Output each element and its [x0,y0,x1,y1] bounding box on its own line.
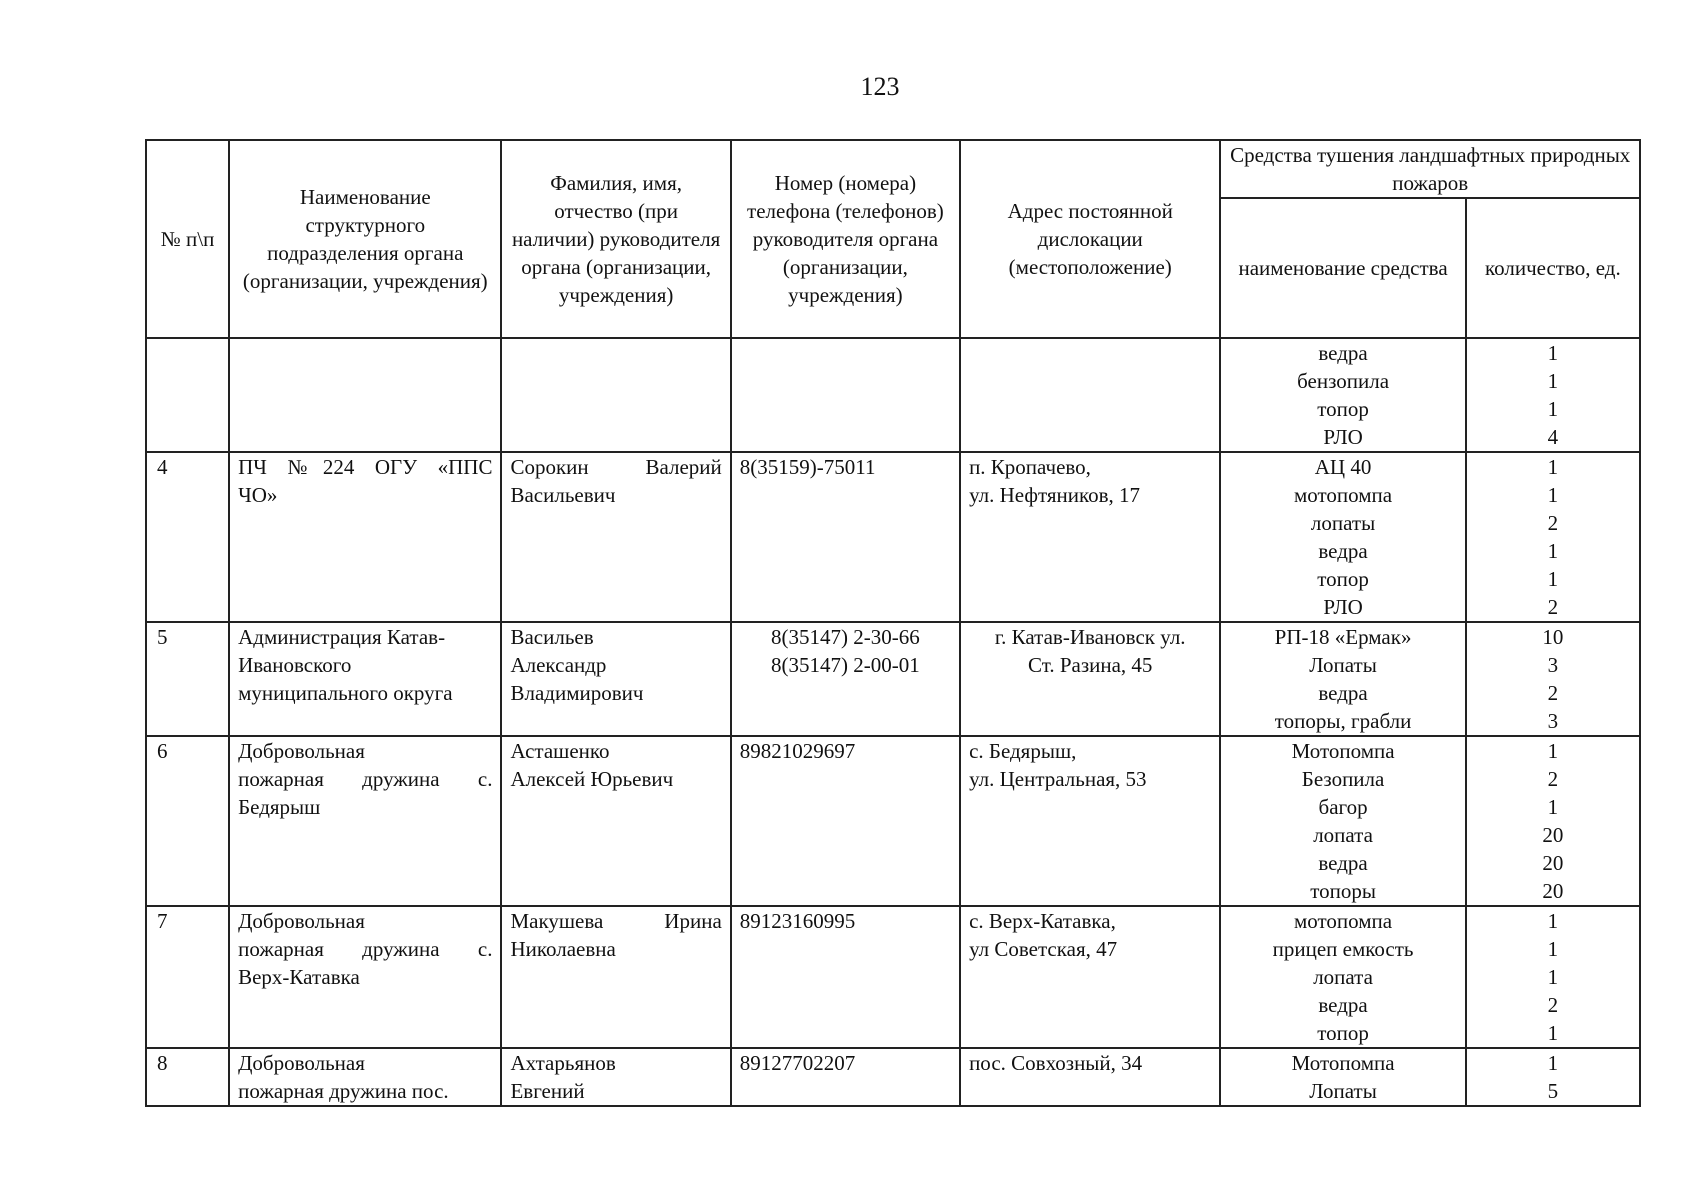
cell-means-line: Мотопомпа [1291,739,1395,763]
table-row [146,1048,1640,1106]
cell-num [146,338,229,452]
cell-fio-line: Алексей Юрьевич [510,767,674,791]
cell-means-line: ведра [1318,681,1368,705]
cell-address-line: п. Кропачево, [969,455,1091,479]
cell-qty-line: 1 [1547,341,1559,365]
cell-qty-line: 1 [1547,909,1559,933]
cell-qty [1466,1048,1640,1106]
cell-fio-line: Асташенко [510,739,610,763]
cell-means-line: бензопила [1297,369,1390,393]
cell-address-line: Ст. Разина, 45 [1028,653,1153,677]
cell-qty-line: 1 [1547,739,1559,763]
page-number: 123 [860,72,900,101]
cell-address-line: ул. Центральная, 53 [969,767,1147,791]
cell-address [960,452,1220,622]
cell-org [229,622,501,736]
cell-phone-line: 89821029697 [739,739,856,763]
cell-fio-line: Васильев [510,625,594,649]
cell-means-line: Безопила [1301,767,1385,791]
cell-qty [1466,906,1640,1048]
cell-means-line: мотопомпа [1294,483,1393,507]
cell-address [960,338,1220,452]
cell-means-line: мотопомпа [1294,909,1393,933]
cell-org [229,338,501,452]
cell-address-line: с. Верх-Катавка, [969,909,1116,933]
cell-means-line: лопаты [1310,511,1376,535]
cell-num [146,736,229,906]
cell-means [1220,736,1465,906]
cell-means-line: АЦ 40 [1314,455,1372,479]
header-org: Наименование структурного подразделения органа (организации, учреждения) [229,140,501,338]
cell-org-line: пожарная дружина пос. [238,1079,449,1103]
cell-means-line: Лопаты [1309,653,1377,677]
cell-org [229,1048,501,1106]
table-row [146,622,1640,736]
cell-fio-line: Сорокин Валерий [510,455,722,479]
cell-phone [731,906,960,1048]
cell-fio [501,736,730,906]
cell-means-line: РП-18 «Ермак» [1274,625,1412,649]
cell-qty-line: 10 [1542,625,1564,649]
cell-org [229,906,501,1048]
header-means-qty: количество, ед. [1466,198,1640,338]
header-num: № п\п [146,140,229,338]
header-means-name: наименование средства [1220,198,1465,338]
cell-address-line: г. Катав-Ивановск ул. [994,625,1186,649]
cell-org-line: Добровольная [238,1051,365,1075]
cell-phone-line: 8(35147) 2-30-66 [771,625,920,649]
cell-fio-line: Владимирович [510,681,644,705]
cell-qty-line: 5 [1547,1079,1559,1103]
cell-means-line: ведра [1318,993,1368,1017]
cell-means-line: РЛО [1323,595,1363,619]
cell-address [960,906,1220,1048]
cell-means-line: багор [1318,795,1368,819]
cell-address-line: с. Бедярыш, [969,739,1077,763]
cell-address [960,1048,1220,1106]
cell-fio [501,452,730,622]
header-phone: Номер (номера) телефона (телефонов) руководителя органа (организации, учреждения) [731,140,960,338]
cell-qty-line: 3 [1547,709,1559,733]
cell-qty-line: 4 [1547,425,1559,449]
cell-qty-line: 3 [1547,653,1559,677]
cell-means-line: Мотопомпа [1291,1051,1395,1075]
cell-num-line: 8 [157,1051,168,1075]
cell-qty [1466,338,1640,452]
cell-fio [501,622,730,736]
table-row [146,736,1640,906]
cell-org [229,452,501,622]
cell-fio-line: Васильевич [510,483,616,507]
cell-address-line: ул Советская, 47 [969,937,1118,961]
cell-means-line: лопата [1313,965,1373,989]
cell-means-line: РЛО [1323,425,1363,449]
table-row [146,338,1640,452]
cell-address [960,622,1220,736]
table-row [146,452,1640,622]
cell-qty [1466,622,1640,736]
cell-means-line: ведра [1318,851,1368,875]
cell-qty-line: 1 [1547,539,1559,563]
cell-phone-line: 89123160995 [739,909,856,933]
cell-means-line: топоры, грабли [1274,709,1412,733]
cell-means [1220,906,1465,1048]
cell-fio [501,906,730,1048]
fire-resources-table [145,139,1641,1107]
cell-means-line: прицеп емкость [1272,937,1414,961]
cell-num [146,1048,229,1106]
cell-qty-line: 20 [1542,823,1564,847]
cell-num-line: 5 [157,625,168,649]
cell-org-line: Добровольная [238,739,365,763]
cell-org-line: ПЧ №224 ОГУ «ППС [238,455,493,479]
cell-org-line: Добровольная [238,909,365,933]
cell-means-line: топор [1317,1021,1369,1045]
cell-means-line: топоры [1310,879,1376,903]
header-means-group: Средства тушения ландшафтных природных пожаров [1220,140,1640,198]
cell-means-line: топор [1317,397,1369,421]
cell-qty-line: 1 [1547,567,1559,591]
cell-fio-line: Ахтарьянов [510,1051,616,1075]
table-body [146,338,1640,1106]
cell-phone [731,452,960,622]
cell-phone [731,736,960,906]
cell-org-line: Ивановского [238,653,352,677]
cell-qty-line: 20 [1542,879,1564,903]
table-row [146,906,1640,1048]
cell-num [146,622,229,736]
cell-phone-line: 8(35159)-75011 [739,455,876,479]
cell-org-line: Бедярыш [238,795,321,819]
cell-means [1220,1048,1465,1106]
cell-num-line: 7 [157,909,168,933]
cell-means-line: ведра [1318,539,1368,563]
cell-qty-line: 2 [1547,595,1559,619]
cell-phone-line: 89127702207 [739,1051,856,1075]
cell-address-line: пос. Совхозный, 34 [969,1051,1143,1075]
header-fio: Фамилия, имя, отчество (при наличии) руководителя органа (организации, учреждения) [501,140,730,338]
cell-fio-line: Евгений [510,1079,585,1103]
cell-fio-line: Александр [510,653,607,677]
cell-address [960,736,1220,906]
cell-org [229,736,501,906]
cell-fio-line: Николаевна [510,937,616,961]
cell-qty-line: 1 [1547,1021,1559,1045]
cell-fio-line: Макушева Ирина [510,909,722,933]
cell-means-line: ведра [1318,341,1368,365]
cell-num-line: 6 [157,739,168,763]
cell-means [1220,452,1465,622]
cell-means [1220,338,1465,452]
cell-org-line: пожарная дружина с. [238,767,493,791]
cell-qty-line: 1 [1547,795,1559,819]
cell-qty-line: 2 [1547,767,1559,791]
cell-org-line: ЧО» [238,483,278,507]
cell-qty [1466,452,1640,622]
cell-num-line: 4 [157,455,168,479]
cell-means [1220,622,1465,736]
cell-qty-line: 1 [1547,483,1559,507]
cell-org-line: Верх-Катавка [238,965,360,989]
cell-org-line: муниципального округа [238,681,453,705]
cell-qty [1466,736,1640,906]
cell-qty-line: 2 [1547,993,1559,1017]
cell-qty-line: 2 [1547,511,1559,535]
cell-address-line: ул. Нефтяников, 17 [969,483,1141,507]
cell-fio [501,338,730,452]
cell-qty-line: 1 [1547,1051,1559,1075]
cell-org-line: пожарная дружина с. [238,937,493,961]
cell-num [146,452,229,622]
cell-qty-line: 1 [1547,397,1559,421]
cell-num [146,906,229,1048]
cell-means-line: Лопаты [1309,1079,1377,1103]
cell-qty-line: 1 [1547,369,1559,393]
cell-phone [731,622,960,736]
cell-phone [731,1048,960,1106]
cell-qty-line: 1 [1547,965,1559,989]
cell-means-line: лопата [1313,823,1373,847]
cell-qty-line: 20 [1542,851,1564,875]
cell-qty-line: 1 [1547,455,1559,479]
cell-fio [501,1048,730,1106]
cell-phone-line: 8(35147) 2-00-01 [771,653,920,677]
cell-means-line: топор [1317,567,1369,591]
cell-org-line: Администрация Катав- [238,625,446,649]
cell-phone [731,338,960,452]
cell-qty-line: 2 [1547,681,1559,705]
header-address: Адрес постоянной дислокации (местоположение) [960,140,1220,338]
cell-qty-line: 1 [1547,937,1559,961]
